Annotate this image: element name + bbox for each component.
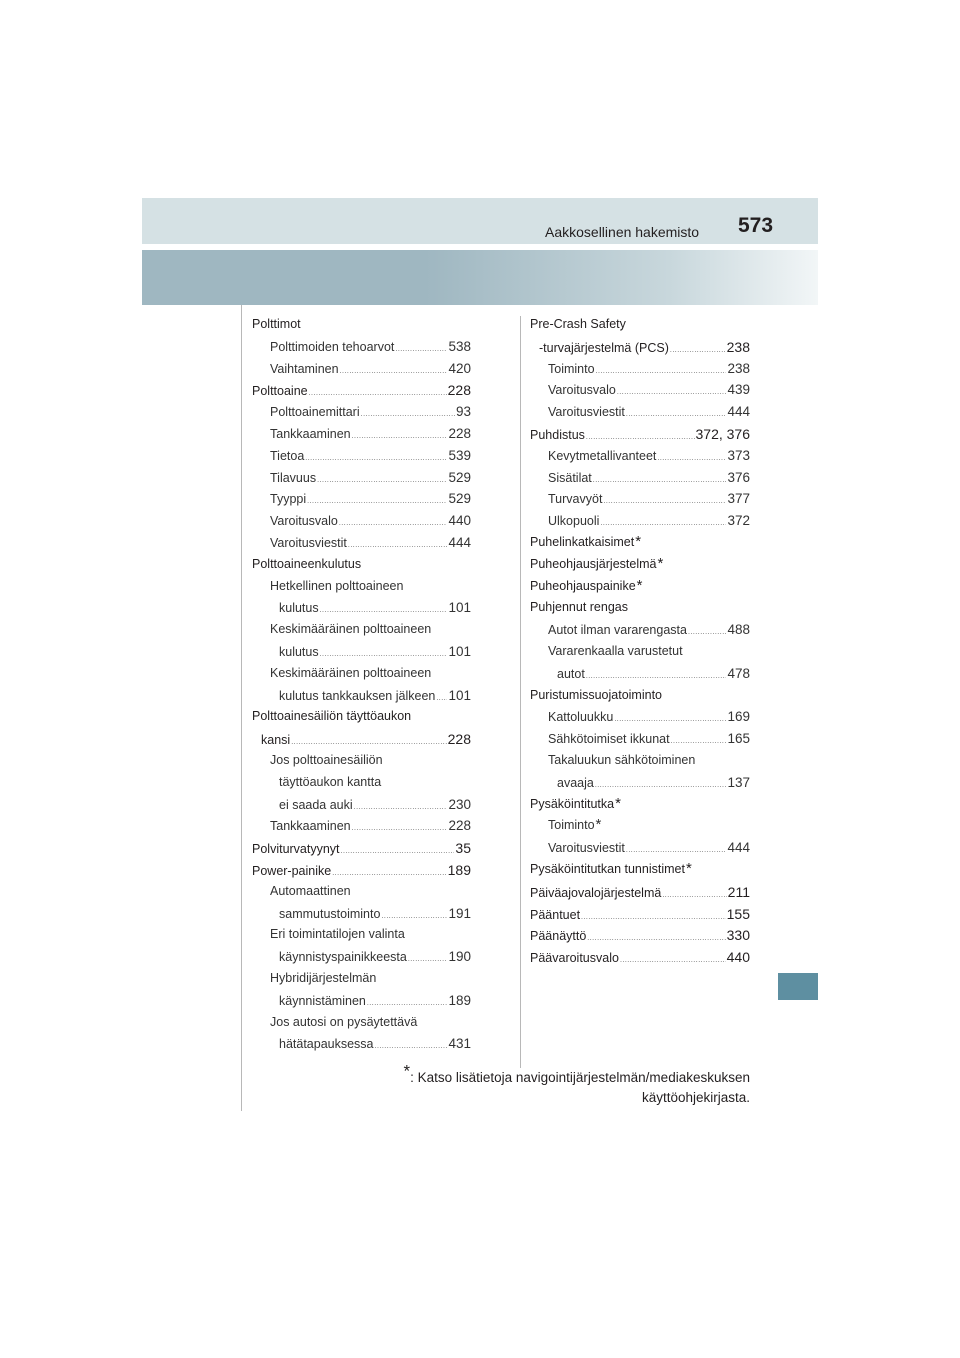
index-entry-term: käynnistäminen: [279, 993, 366, 1008]
index-entry-term: Pre-Crash Safety: [530, 317, 626, 331]
dot-leader: [352, 825, 448, 832]
index-entry-term: Varoitusviestit: [270, 535, 347, 550]
index-entry-page: 228: [448, 818, 471, 834]
index-entry: [530, 731, 750, 753]
index-entry-term: Polttoainemittari: [270, 405, 360, 420]
index-entry: [252, 491, 471, 513]
index-entry-term: Kattoluukku: [548, 710, 614, 725]
index-entry-page: 488: [727, 622, 750, 638]
dot-leader: [291, 739, 446, 746]
index-entry: [252, 426, 471, 448]
index-entry-term: Pysäköintitutkan tunnistimet: [530, 861, 685, 876]
index-entry: [252, 339, 471, 361]
index-entry-term: Hetkellinen polttoaineen: [270, 578, 404, 593]
index-entry: [530, 600, 750, 622]
index-entry: [530, 709, 750, 731]
dot-leader: [688, 629, 727, 636]
index-entry: [530, 426, 750, 448]
dot-leader: [339, 520, 448, 527]
index-entry-term: kulutus: [279, 644, 319, 659]
index-entry-term: Puhelinkatkaisimet: [530, 534, 635, 549]
index-entry-page: 190: [448, 949, 471, 965]
index-entry-term: Puheohjauspainike: [530, 578, 636, 593]
index-entry-page: 189: [447, 861, 471, 878]
dot-leader: [600, 520, 726, 527]
index-entry-term: Pysäköintitutka: [530, 796, 615, 811]
index-entry-term: Polttoaineenkulutus: [252, 556, 362, 571]
index-entry: [252, 535, 471, 557]
index-entry-term: Takaluukun sähkötoiminen: [548, 752, 696, 767]
section-thumb-tab: [778, 973, 818, 1000]
index-entry: [252, 818, 471, 840]
dot-leader: [603, 498, 726, 505]
index-entry: [252, 361, 471, 383]
footnote-star: *: [403, 1061, 411, 1081]
index-entry: [530, 927, 750, 949]
index-entry-term: Sähkötoimiset ikkunat: [548, 732, 670, 747]
index-entry-page: 529: [448, 491, 471, 507]
index-entry-term: Hybridijärjestelmän: [270, 970, 377, 985]
index-entry: [530, 382, 750, 404]
dot-leader: [593, 477, 727, 484]
dot-leader: [332, 870, 446, 877]
header-gradient-band: [142, 250, 818, 305]
index-entry: [530, 688, 750, 710]
index-entry-term: Jos polttoainesäiliön: [270, 752, 383, 767]
footnote: [360, 1061, 750, 1108]
index-entry: [530, 448, 750, 470]
index-entry: Pysäköintitutka *: [530, 796, 621, 812]
index-entry-term: Kevytmetallivanteet: [548, 448, 657, 463]
index-entry: [252, 731, 471, 753]
index-entry-page: 228: [448, 425, 471, 441]
index-entry-term: Polttoainesäiliön täyttöaukon: [252, 709, 412, 724]
dot-leader: [395, 346, 447, 353]
index-entry-term: Tankkaaminen: [270, 426, 351, 441]
index-entry-page: 372, 376: [695, 425, 750, 442]
index-entry: [530, 906, 750, 928]
index-entry-term: autot: [557, 666, 585, 681]
index-entry: [252, 971, 471, 993]
dot-leader: [595, 782, 727, 789]
index-entry-page: 228: [447, 382, 471, 399]
dot-leader: [587, 935, 725, 942]
index-entry-term: Tilavuus: [270, 470, 317, 485]
index-entry: Pysäköintitutkan tunnistimet *: [530, 861, 692, 877]
index-entry: [252, 927, 471, 949]
dot-leader: [662, 892, 726, 899]
dot-leader: [309, 390, 447, 397]
index-entry-term: Autot ilman vararengasta: [548, 623, 687, 638]
index-entry-term: Automaattinen: [270, 883, 351, 898]
index-entry-term: Tyyppi: [270, 492, 307, 507]
index-entry: [252, 404, 471, 426]
index-entry-term: Tankkaaminen: [270, 819, 351, 834]
index-entry: [252, 862, 471, 884]
index-entry-term: Vararenkaalla varustetut: [548, 643, 683, 658]
index-entry-page: 377: [727, 491, 750, 507]
index-entry-term: Toiminto: [548, 361, 595, 376]
index-entry: [530, 317, 750, 339]
index-entry: [252, 797, 471, 819]
dot-leader: [614, 716, 726, 723]
index-entry: [252, 753, 471, 775]
index-entry: [530, 753, 750, 775]
dot-leader: [361, 411, 455, 418]
footnote-line-1: [360, 1061, 750, 1088]
index-entry-page: 101: [448, 600, 471, 616]
index-entry-term: Päänäyttö: [530, 929, 587, 944]
index-entry: [252, 993, 471, 1015]
index-entry-term: Puristumissuojatoiminto: [530, 687, 662, 702]
index-entry-page: 440: [726, 949, 750, 966]
index-entry-page: 189: [448, 992, 471, 1008]
index-entry-term: Vaihtaminen: [270, 361, 339, 376]
column-divider: [520, 316, 521, 1068]
index-entry: [252, 470, 471, 492]
index-entry-page: 529: [448, 469, 471, 485]
dot-leader: [317, 477, 447, 484]
index-entry-term: Polviturvatyynyt: [252, 842, 340, 857]
index-entry-page: 431: [448, 1036, 471, 1052]
index-entry: [252, 775, 471, 797]
index-entry-term: kulutus: [279, 601, 319, 616]
header-bar: [142, 198, 818, 244]
dot-leader: [586, 673, 727, 680]
index-entry-term: Eri toimintatilojen valinta: [270, 927, 405, 942]
index-entry: [252, 448, 471, 470]
footnote-line-2: käyttöohjekirjasta.: [641, 1090, 750, 1105]
index-entry: [252, 644, 471, 666]
index-entry-term: Puheohjausjärjestelmä: [530, 556, 657, 571]
dot-leader: [341, 848, 455, 855]
dot-leader: [354, 804, 448, 811]
index-entry: [530, 513, 750, 535]
left-margin-rule: [241, 305, 242, 1111]
index-column-right: [530, 317, 750, 971]
index-entry-term: Päiväajovalojärjestelmä: [530, 885, 662, 900]
dot-leader: [670, 347, 726, 354]
index-entry-term: Power-painike: [252, 863, 332, 878]
index-entry-term: Tietoa: [270, 448, 305, 463]
index-entry: [252, 709, 471, 731]
dot-leader: [320, 607, 448, 614]
dot-leader: [626, 847, 727, 854]
index-entry: [530, 644, 750, 666]
index-entry-page: 93: [455, 404, 471, 420]
index-entry-term: Puhdistus: [530, 427, 585, 442]
dot-leader: [367, 1000, 448, 1007]
index-entry-term: hätätapauksessa: [279, 1037, 374, 1052]
index-entry: [530, 404, 750, 426]
footnote-text-1: : Katso lisätietoja navigointijärjestelmän/mediakeskuksen: [410, 1070, 750, 1085]
index-entry-term: Toiminto: [548, 818, 595, 833]
index-entry: [252, 382, 471, 404]
index-entry: [252, 579, 471, 601]
index-entry-term: Varoitusviestit: [548, 405, 625, 420]
index-entry: [252, 600, 471, 622]
index-entry-term: Varoitusviestit: [548, 841, 625, 856]
index-entry: [530, 949, 750, 971]
index-entry-page: 539: [448, 447, 471, 463]
index-entry-term: Jos autosi on pysäytettävä: [270, 1014, 418, 1029]
index-entry-page: 444: [448, 534, 471, 550]
index-entry-term: täyttöaukon kantta: [279, 774, 382, 789]
index-entry-page: 137: [727, 774, 750, 790]
index-entry: Puheohjauspainike *: [530, 578, 643, 594]
dot-leader: [436, 695, 447, 702]
index-entry-term: Päävaroitusvalo: [530, 951, 619, 966]
index-entry-page: 330: [726, 927, 750, 944]
index-entry-term: ei saada auki: [279, 797, 353, 812]
dot-leader: [581, 914, 726, 921]
index-entry-page: 372: [727, 513, 750, 529]
index-entry: [252, 622, 471, 644]
index-entry: [252, 513, 471, 535]
dot-leader: [307, 498, 447, 505]
index-entry-term: Puhjennut rengas: [530, 600, 628, 615]
index-entry-term: Turvavyöt: [548, 492, 603, 507]
index-column-left: [252, 317, 471, 1058]
index-entry-term: Sisätilat: [548, 470, 592, 485]
index-entry: [252, 884, 471, 906]
index-entry: [252, 906, 471, 928]
index-entry: [530, 622, 750, 644]
index-entry-page: 538: [448, 338, 471, 354]
index-entry: [252, 688, 471, 710]
header-title: Aakkosellinen hakemisto: [545, 224, 700, 240]
index-entry-page: 228: [447, 731, 471, 748]
index-entry-page: 440: [448, 513, 471, 529]
index-entry: [530, 666, 750, 688]
index-entry-page: 101: [448, 687, 471, 703]
index-entry-term: kansi: [261, 733, 291, 748]
index-entry: [252, 1036, 471, 1058]
dot-leader: [657, 455, 726, 462]
index-entry: [252, 1015, 471, 1037]
index-entry: [252, 317, 471, 339]
index-entry-page: 439: [727, 382, 750, 398]
index-entry-page: 376: [727, 469, 750, 485]
dot-leader: [626, 411, 727, 418]
index-entry-page: 420: [448, 360, 471, 376]
index-entry-term: Keskimääräinen polttoaineen: [270, 622, 432, 637]
index-entry-term: Varoitusvalo: [548, 383, 616, 398]
index-entry-page: 230: [448, 796, 471, 812]
index-entry-term: Varoitusvalo: [270, 514, 338, 529]
index-entry: [530, 491, 750, 513]
index-entry-page: 35: [455, 840, 471, 857]
index-entry: [252, 557, 471, 579]
index-entry-page: 191: [448, 905, 471, 921]
index-entry: Puhelinkatkaisimet *: [530, 534, 642, 550]
index-entry-term: -turvajärjestelmä (PCS): [539, 340, 669, 355]
index-entry-page: 444: [727, 840, 750, 856]
dot-leader: [305, 455, 447, 462]
index-entry: [530, 361, 750, 383]
index-entry-term: avaaja: [557, 775, 594, 790]
index-entry-term: Pääntuet: [530, 907, 581, 922]
index-entry: [530, 470, 750, 492]
dot-leader: [375, 1043, 448, 1050]
dot-leader: [352, 433, 448, 440]
index-entry-page: 211: [727, 883, 750, 900]
index-entry-page: 238: [726, 338, 750, 355]
index-entry-page: 165: [727, 731, 750, 747]
index-entry: Puheohjausjärjestelmä *: [530, 556, 664, 572]
index-entry-page: 155: [726, 905, 750, 922]
dot-leader: [617, 389, 727, 396]
index-entry-term: Keskimääräinen polttoaineen: [270, 665, 432, 680]
index-entry: [530, 339, 750, 361]
index-entry: [252, 666, 471, 688]
dot-leader: [671, 738, 727, 745]
index-entry: Toiminto *: [548, 818, 602, 834]
index-entry-page: 238: [727, 360, 750, 376]
page-number: 573: [738, 214, 774, 237]
dot-leader: [596, 368, 727, 375]
index-entry: [252, 949, 471, 971]
index-entry-page: 478: [727, 665, 750, 681]
dot-leader: [320, 651, 448, 658]
dot-leader: [340, 368, 448, 375]
index-entry-term: Polttimoiden tehoarvot: [270, 339, 395, 354]
dot-leader: [381, 913, 447, 920]
index-entry-term: Polttoaine: [252, 384, 308, 399]
index-entry-page: 373: [727, 447, 750, 463]
index-entry-term: Polttimot: [252, 317, 301, 331]
index-entry: [530, 840, 750, 862]
index-entry-page: 444: [727, 404, 750, 420]
index-entry-term: Ulkopuoli: [548, 514, 600, 529]
dot-leader: [586, 434, 695, 441]
index-entry: [530, 775, 750, 797]
index-entry-page: 101: [448, 643, 471, 659]
dot-leader: [620, 957, 726, 964]
index-entry: [252, 840, 471, 862]
dot-leader: [408, 956, 448, 963]
index-entry-term: käynnistyspainikkeesta: [279, 950, 407, 965]
index-entry: [530, 884, 750, 906]
index-entry-term: sammutustoiminto: [279, 906, 381, 921]
index-entry-term: kulutus tankkauksen jälkeen: [279, 688, 436, 703]
index-entry-page: 169: [727, 709, 750, 725]
dot-leader: [348, 542, 448, 549]
